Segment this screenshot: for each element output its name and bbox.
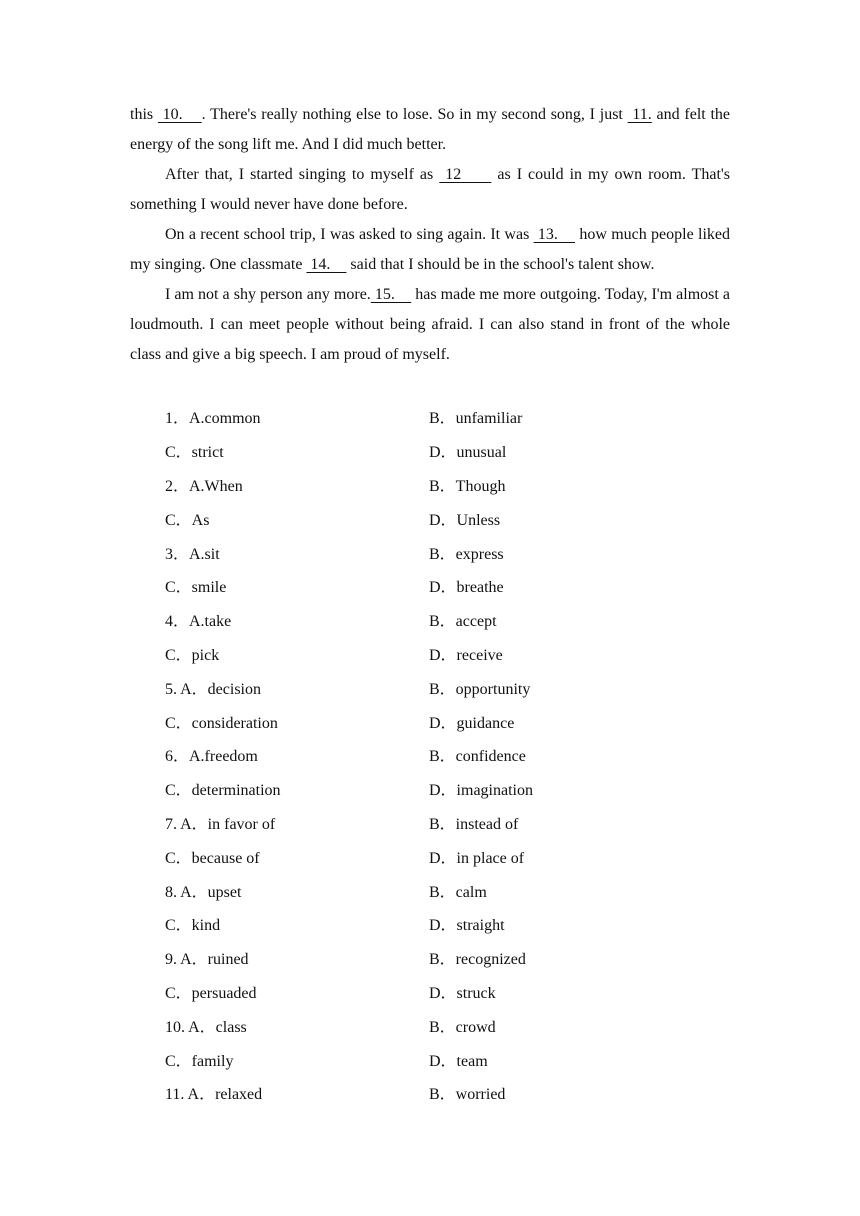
option-right: D．Unless xyxy=(429,511,501,529)
option-left: C．family xyxy=(165,1052,234,1070)
option-row xyxy=(130,873,730,907)
option-left: C．because of xyxy=(165,849,260,867)
passage-paragraph xyxy=(130,100,730,160)
option-row xyxy=(130,806,730,840)
passage-paragraph xyxy=(130,220,730,280)
option-left: 1．A.common xyxy=(165,410,261,428)
option-row xyxy=(130,468,730,502)
option-right: B．crowd xyxy=(429,1018,496,1036)
passage-text: I am not a shy person any more. xyxy=(165,286,371,303)
option-left: 10. A．class xyxy=(165,1018,247,1036)
blank-number: 10. xyxy=(157,106,202,123)
passage-text: On a recent school trip, I was asked to sing again. It was xyxy=(165,226,534,243)
answer-options xyxy=(130,400,730,1110)
option-left: C．consideration xyxy=(165,714,278,732)
option-right: B．accept xyxy=(429,613,497,631)
option-right: B．Though xyxy=(429,477,506,495)
option-left: C．kind xyxy=(165,917,221,935)
option-row xyxy=(130,501,730,535)
passage-text: After that, I started singing to myself as xyxy=(165,166,440,183)
option-row xyxy=(130,434,730,468)
option-right: B．opportunity xyxy=(429,680,531,698)
option-row xyxy=(130,839,730,873)
option-right: B．instead of xyxy=(429,815,519,833)
option-row xyxy=(130,535,730,569)
option-left: 2．A.When xyxy=(165,477,243,495)
option-left: C．smile xyxy=(165,579,227,597)
option-row xyxy=(130,941,730,975)
option-row xyxy=(130,400,730,434)
option-row xyxy=(130,603,730,637)
option-right: D．breathe xyxy=(429,579,504,597)
option-right: B．recognized xyxy=(429,951,526,969)
option-left: C．pick xyxy=(165,646,220,664)
option-right: B．express xyxy=(429,545,504,563)
passage-text: as I could in my own room. That's something I would never have done before. xyxy=(130,166,731,213)
option-right: D．struck xyxy=(429,984,496,1002)
option-right: D．guidance xyxy=(429,714,515,732)
option-right: B．unfamiliar xyxy=(429,410,523,428)
option-right: D．in place of xyxy=(429,849,525,867)
option-right: D．straight xyxy=(429,917,505,935)
document-page xyxy=(130,100,731,1104)
option-row xyxy=(130,670,730,704)
passage-text: . There's really nothing else to lose. So in my second song, I just xyxy=(201,106,628,123)
blank-number: 14. xyxy=(306,256,347,273)
option-left: C．As xyxy=(165,511,210,529)
option-row xyxy=(130,1076,730,1110)
option-row xyxy=(130,1008,730,1042)
passage-paragraph xyxy=(130,280,730,370)
option-right: B．worried xyxy=(429,1086,506,1104)
option-left: 4．A.take xyxy=(165,613,232,631)
option-row xyxy=(130,772,730,806)
option-left: 11. A．relaxed xyxy=(165,1086,263,1104)
passage-paragraph xyxy=(130,160,730,220)
blank-number: 12 xyxy=(439,166,492,183)
option-row xyxy=(130,704,730,738)
option-right: D．team xyxy=(429,1052,488,1070)
option-left: C．strict xyxy=(165,444,224,462)
option-right: D．unusual xyxy=(429,444,507,462)
passage-text: how much people liked my singing. One classmate xyxy=(130,226,730,273)
option-left: 5. A．decision xyxy=(165,680,261,698)
blank-number: 13. xyxy=(533,226,576,243)
blank-number: 11. xyxy=(627,106,652,123)
option-row xyxy=(130,569,730,603)
option-row xyxy=(130,1042,730,1076)
option-left: 9. A．ruined xyxy=(165,951,249,969)
option-right: D．imagination xyxy=(429,782,533,800)
option-right: B．calm xyxy=(429,883,487,901)
passage-text: said that I should be in the school's talent show. xyxy=(346,256,655,273)
option-row xyxy=(130,907,730,941)
passage-text: and felt the energy of the song lift me. And I did much better. xyxy=(130,106,731,153)
option-right: B．confidence xyxy=(429,748,526,766)
passage-text: this xyxy=(130,106,158,123)
option-row xyxy=(130,738,730,772)
option-left: 6．A.freedom xyxy=(165,748,258,766)
option-left: C．determination xyxy=(165,782,281,800)
option-left: 7. A．in favor of xyxy=(165,815,276,833)
option-row xyxy=(130,975,730,1009)
option-left: 3．A.sit xyxy=(165,545,220,563)
option-left: 8. A．upset xyxy=(165,883,242,901)
passage-text: has made me more outgoing. Today, I'm almost a loudmouth. I can meet people without being afraid. I can also stand in front of the whole class and give a big speech. I am proud of myself. xyxy=(130,286,731,363)
option-left: C．persuaded xyxy=(165,984,257,1002)
option-right: D．receive xyxy=(429,646,503,664)
passage xyxy=(130,100,730,370)
blank-number: 15. xyxy=(370,286,412,303)
option-row xyxy=(130,637,730,671)
